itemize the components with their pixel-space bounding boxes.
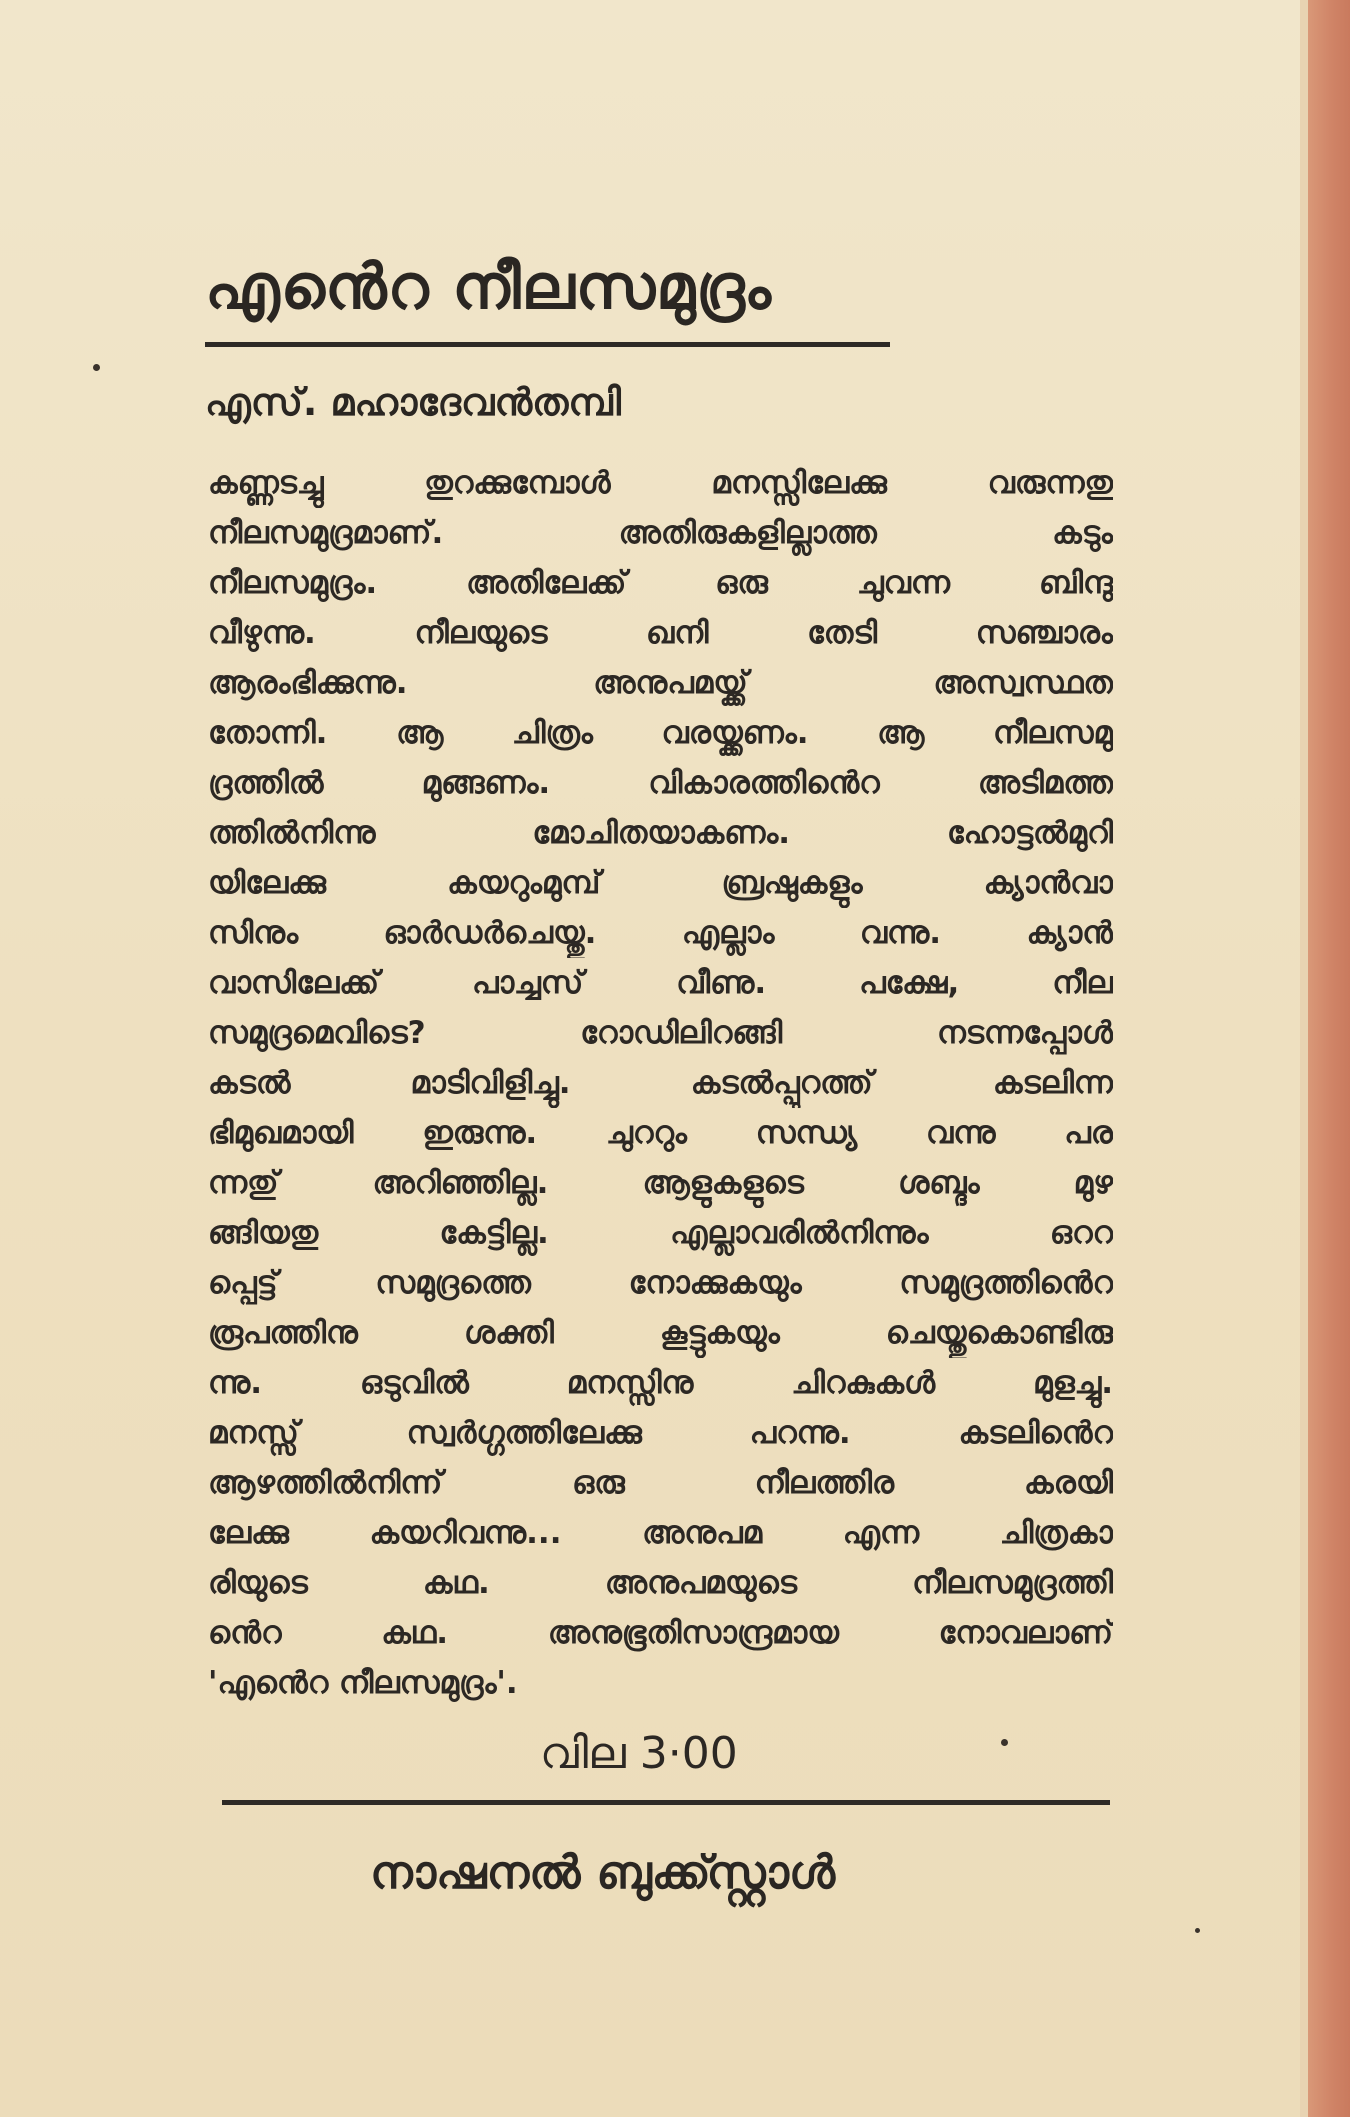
blurb-line: തോന്നി. ആ ചിത്രം വരയ്ക്കണം. ആ നീലസമു [208, 715, 1113, 751]
author-name: എസ്. മഹാദേവൻതമ്പി [205, 380, 621, 424]
blurb-line: യിലേക്കു കയറുംമുമ്പ് ബ്രഷുകളും ക്യാൻവാ [208, 865, 1113, 901]
blurb-line: ഭിമുഖമായി ഇരുന്നു. ചുററും സന്ധ്യ വന്നു പര [208, 1115, 1113, 1151]
blurb-text [208, 458, 1113, 1708]
cover-edge [1300, 0, 1308, 2117]
speck-mark [1001, 1739, 1008, 1746]
book-spine [1308, 0, 1350, 2117]
blurb-line: ത്തിൽനിന്നു മോചിതയാകണം. ഹോട്ടൽമുറി [208, 815, 1113, 851]
blurb-line: മനസ്സ് സ്വർഗ്ഗത്തിലേക്കു പറന്നു. കടലിൻെറ [208, 1415, 1113, 1451]
blurb-line: സമുദ്രമെവിടെ? റോഡിലിറങ്ങി നടന്നപ്പോൾ [208, 1015, 1113, 1051]
blurb-line: ലേക്കു കയറിവന്നു... അനുപമ എന്ന ചിത്രകാ [208, 1515, 1113, 1551]
blurb-line: പ്പെട്ട് സമുദ്രത്തെ നോക്കുകയും സമുദ്രത്തിൻെറ [208, 1265, 1113, 1301]
blurb-line: സിനും ഓർഡർചെയ്തു. എല്ലാം വന്നു. ക്യാൻ [208, 915, 1113, 951]
blurb-line: ന്നു. ഒടുവിൽ മനസ്സിനു ചിറകുകൾ മുളച്ചു. [208, 1365, 1113, 1401]
blurb-line: ൻെറ കഥ. അനുഭൂതിസാന്ദ്രമായ നോവലാണ് [208, 1615, 1113, 1651]
blurb-line: വീഴുന്നു. നീലയുടെ ഖനി തേടി സഞ്ചാരം [208, 615, 1113, 651]
blurb-line: ങ്ങിയതു കേട്ടില്ല. എല്ലാവരിൽനിന്നും ഒററ [208, 1215, 1113, 1251]
speck-mark [1195, 1928, 1200, 1933]
publisher-name: നാഷനൽ ബുക്ക്സ്റ്റാൾ [370, 1845, 836, 1899]
blurb-line: ദ്രത്തിൽ മുങ്ങണം. വികാരത്തിൻെറ അടിമത്ത [208, 765, 1113, 801]
blurb-line: രിയുടെ കഥ. അനുപമയുടെ നീലസമുദ്രത്തി [208, 1565, 1113, 1601]
title-underline [205, 342, 890, 347]
speck-mark [93, 364, 100, 371]
blurb-line: ആരംഭിക്കുന്നു. അനുപമയ്ക്ക് അസ്വസ്ഥത [208, 665, 1113, 701]
blurb-line: വാസിലേക്ക് പാച്ചസ് വീണു. പക്ഷേ, നീല [208, 965, 1113, 1001]
price-label: വില 3·00 [540, 1728, 738, 1779]
blurb-line: നീലസമുദ്രമാണ്. അതിരുകളില്ലാത്ത കടും [208, 515, 1113, 551]
blurb-line: കണ്ണടച്ചു തുറക്കുമ്പോൾ മനസ്സിലേക്കു വരുന്നതു [208, 465, 1113, 501]
blurb-line: രൂപത്തിനു ശക്തി കൂട്ടുകയും ചെയ്തുകൊണ്ടിരു [208, 1315, 1113, 1351]
bottom-divider [222, 1800, 1110, 1805]
blurb-line: ന്നതു് അറിഞ്ഞില്ല. ആളുകളുടെ ശബ്ദം മുഴ [208, 1165, 1113, 1201]
blurb-line: ആഴത്തിൽനിന്ന് ഒരു നീലത്തിര കരയി [208, 1465, 1113, 1501]
blurb-line: നീലസമുദ്രം. അതിലേക്ക് ഒരു ചുവന്ന ബിന്ദു [208, 565, 1113, 601]
blurb-line: കടൽ മാടിവിളിച്ചു. കടൽപ്പുറത്ത് കടലിന്ന [208, 1065, 1113, 1101]
book-title: എൻെറ നീലസമുദ്രം [205, 250, 772, 323]
blurb-line: 'എൻെറ നീലസമുദ്രം'. [208, 1665, 518, 1701]
